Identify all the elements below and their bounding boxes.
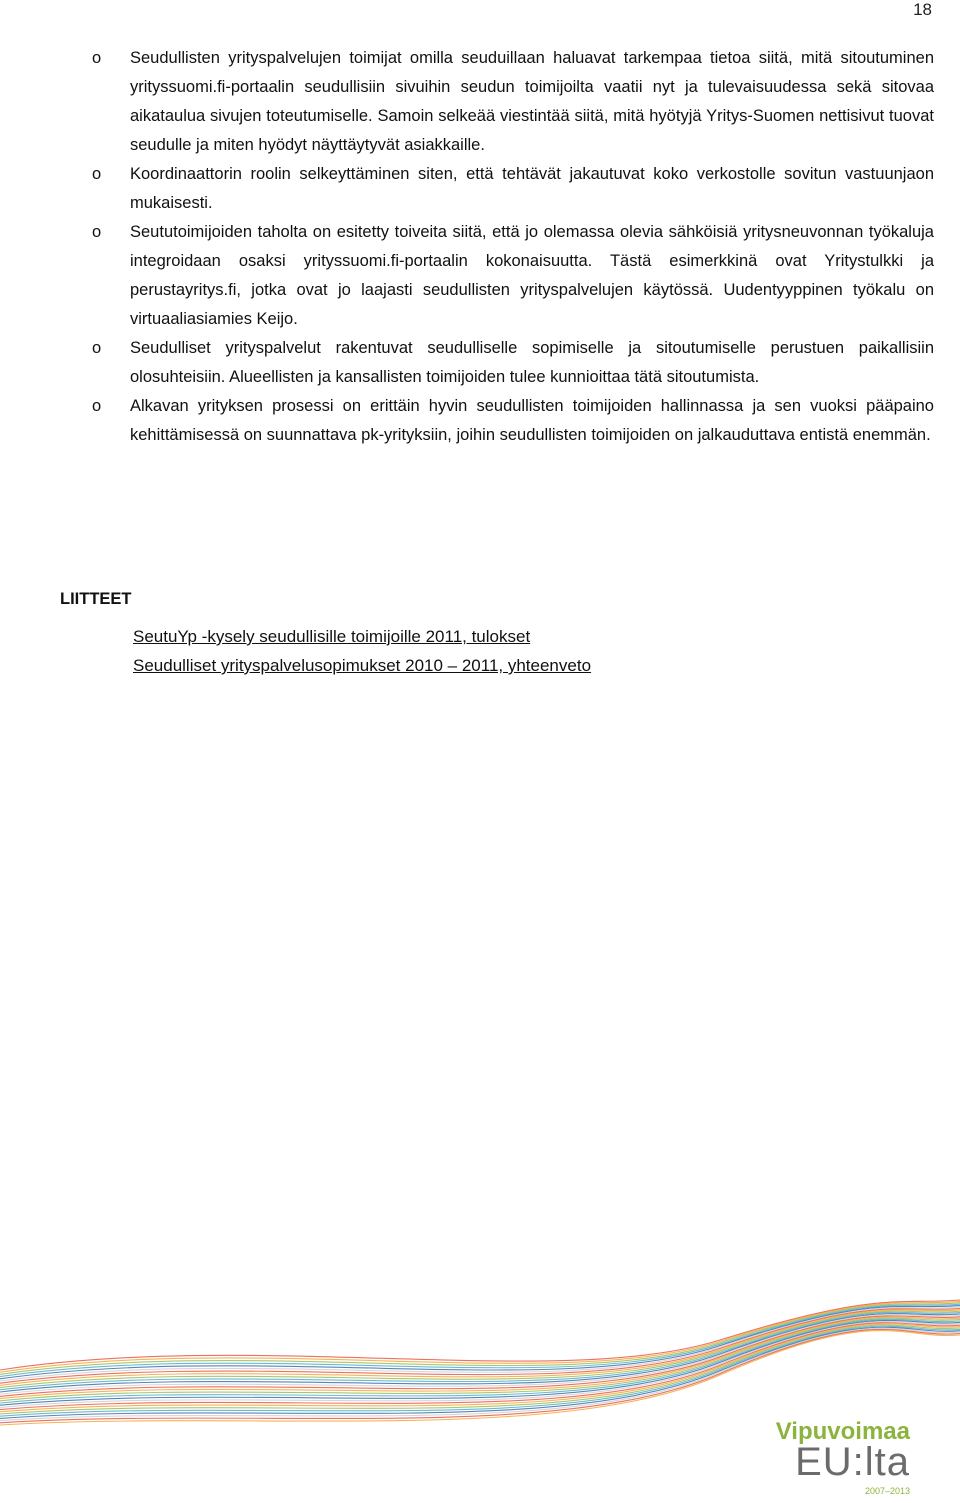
list-item xyxy=(92,392,934,450)
list-item-text: Alkavan yrityksen prosessi on erittäin hyvin seudullisten toimijoiden hallinnassa ja sen vuoksi pääpaino kehittämisessä on suunnattava pk-yrityksiin, joihin seudullisten toimijoiden on jalkauduttava entistä enemmän. xyxy=(130,397,934,444)
list-item-text: Koordinaattorin roolin selkeyttäminen siten, että tehtävät jakautuvat koko verkostolle sovitun vastuunjaon mukaisesti. xyxy=(130,165,934,212)
bullet-marker: o xyxy=(92,165,102,183)
logo-years: 2007–2013 xyxy=(864,1486,910,1496)
bullet-marker: o xyxy=(92,339,102,357)
appendix-item[interactable]: SeutuYp -kysely seudullisille toimijoille 2011, tulokset xyxy=(133,627,531,646)
list-item xyxy=(92,44,934,160)
list-item-text: Seudulliset yrityspalvelut rakentuvat seudulliselle sopimiselle ja sitoutumiselle perustuen paikallisiin olosuhteisiin. Alueellisten ja kansallisten toimijoiden tulee kunnioittaa tätä sitoutumista. xyxy=(130,339,934,386)
logo-text-top: Vipuvoimaa xyxy=(775,1418,910,1445)
vipuvoimaa-logo xyxy=(740,1418,910,1498)
page-number: 18 xyxy=(913,0,932,19)
wave-lines xyxy=(0,1300,960,1425)
logo-text-bottom: EU:lta xyxy=(795,1440,910,1484)
bullet-marker: o xyxy=(92,397,102,415)
list-item xyxy=(92,160,934,218)
list-item xyxy=(92,218,934,334)
bullet-list xyxy=(92,44,934,450)
list-item xyxy=(92,334,934,392)
bullet-marker: o xyxy=(92,49,102,67)
list-item-text: Seudullisten yrityspalvelujen toimijat omilla seuduillaan haluavat tarkempaa tietoa siitä, mitä sitoutuminen yrityssuomi.fi-portaalin seudullisiin sivuihin seudun toimijoilta vaatii nyt ja tulevaisuudessa sekä sitovaa aikataulua sivujen toteutumiselle. Samoin selkeää viestintää siitä, mitä hyötyjä Yritys-Suomen nettisivut tuovat seudulle ja miten hyödyt näyttäytyvät asiakkaille. xyxy=(130,49,934,154)
bullet-marker: o xyxy=(92,223,102,241)
list-item-text: Seututoimijoiden taholta on esitetty toiveita siitä, että jo olemassa olevia sähköisiä yritysneuvonnan työkaluja integroidaan osaksi yrityssuomi.fi-portaalin kokonaisuutta. Tästä esimerkkinä ovat Yritystulkki ja perustayritys.fi, jotka ovat jo laajasti seudullisten yrityspalvelujen käytössä. Uudentyyppinen työkalu on virtuaaliasiamies Keijo. xyxy=(130,223,934,328)
appendix-title: LIITTEET xyxy=(60,590,132,608)
appendix-list xyxy=(133,622,591,680)
appendix-item[interactable]: Seudulliset yrityspalvelusopimukset 2010 – 2011, yhteenveto xyxy=(133,656,592,675)
